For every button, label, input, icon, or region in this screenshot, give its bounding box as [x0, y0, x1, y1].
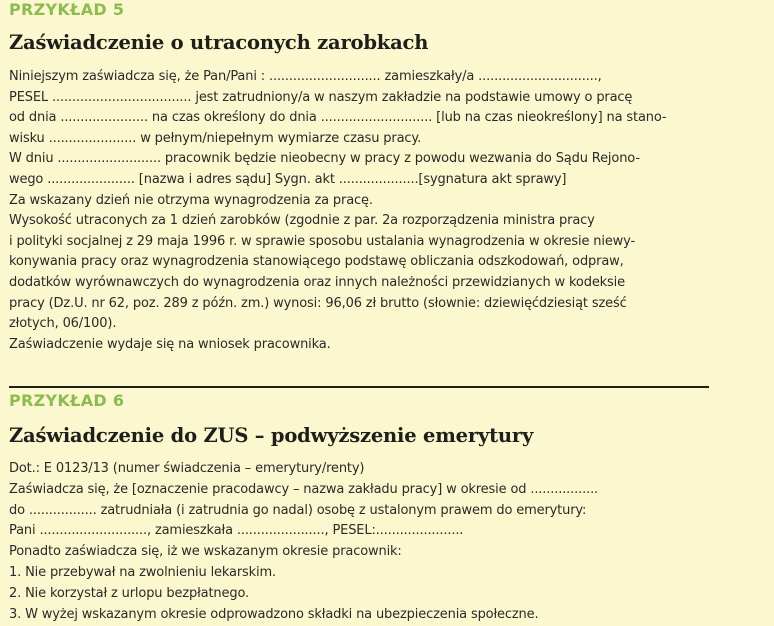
body-line: złotych, 06/100).	[9, 316, 117, 332]
example-5-label: PRZYKŁAD 5	[9, 0, 125, 19]
body-line: dodatków wyrównawczych do wynagrodzenia oraz innych należności przewidzianych w kodeksie	[9, 274, 625, 290]
example-5-body	[9, 67, 666, 355]
body-line: Za wskazany dzień nie otrzyma wynagrodzenia za pracę.	[9, 192, 373, 208]
body-line: do ................. zatrudniała (i zatrudnia go nadal) osobę z ustalonym prawem do emerytury:	[9, 502, 587, 518]
body-line: wego ...................... [nazwa i adres sądu] Sygn. akt ....................[sygnatura akt sprawy]	[9, 171, 567, 187]
body-line: Wysokość utraconych za 1 dzień zarobków (zgodnie z par. 2a rozporządzenia ministra pracy	[9, 213, 595, 229]
body-line: Zaświadcza się, że [oznaczenie pracodawcy – nazwa zakładu pracy] w okresie od .................	[9, 481, 599, 497]
body-line: konywania pracy oraz wynagrodzenia stanowiącego podstawę obliczania odszkodowań, odpraw,	[9, 254, 624, 270]
body-line: W dniu .......................... pracownik będzie nieobecny w pracy z powodu wezwania do Sądu Rejono-	[9, 151, 640, 167]
example-5-section	[9, 0, 666, 355]
example-6-body	[9, 459, 598, 625]
list-item: 2. Nie korzystał z urlopu bezpłatnego.	[9, 585, 250, 601]
example-5-title: Zaświadczenie o utraconych zarobkach	[9, 31, 429, 54]
list-item: 3. W wyżej wskazanym okresie odprowadzono składki na ubezpieczenia społeczne.	[9, 606, 539, 622]
body-line: Dot.: E 0123/13 (numer świadczenia – emerytury/renty)	[9, 461, 365, 476]
section-divider	[9, 386, 709, 388]
example-6-title: Zaświadczenie do ZUS – podwyższenie emerytury	[9, 424, 534, 447]
body-line: Niniejszym zaświadcza się, że Pan/Pani : ............................ zamieszkały/a ..............................,	[9, 69, 602, 84]
body-line: pracy (Dz.U. nr 62, poz. 289 z późn. zm.) wynosi: 96,06 zł brutto (słownie: dziewięćdziesiąt sześć	[9, 295, 627, 311]
body-line: PESEL ................................... jest zatrudniony/a w naszym zakładzie na podstawie umowy o pracę	[9, 89, 633, 105]
body-line: Ponadto zaświadcza się, iż we wskazanym okresie pracownik:	[9, 544, 402, 560]
body-line: od dnia ...................... na czas określony do dnia ............................ [lub na czas nieokreślony] na stano-	[9, 110, 667, 126]
body-line: Pani ..........................., zamieszkała ......................, PESEL:......................	[9, 523, 464, 539]
body-line: Zaświadczenie wydaje się na wniosek pracownika.	[9, 336, 331, 352]
body-line: i polityki socjalnej z 29 maja 1996 r. w sprawie sposobu ustalania wynagrodzenia w okresie niewy-	[9, 233, 636, 249]
example-6-section	[9, 391, 598, 625]
example-6-label: PRZYKŁAD 6	[9, 391, 125, 410]
body-line: wisku ...................... w pełnym/niepełnym wymiarze czasu pracy.	[9, 130, 422, 146]
list-item: 1. Nie przebywał na zwolnieniu lekarskim.	[9, 564, 277, 580]
